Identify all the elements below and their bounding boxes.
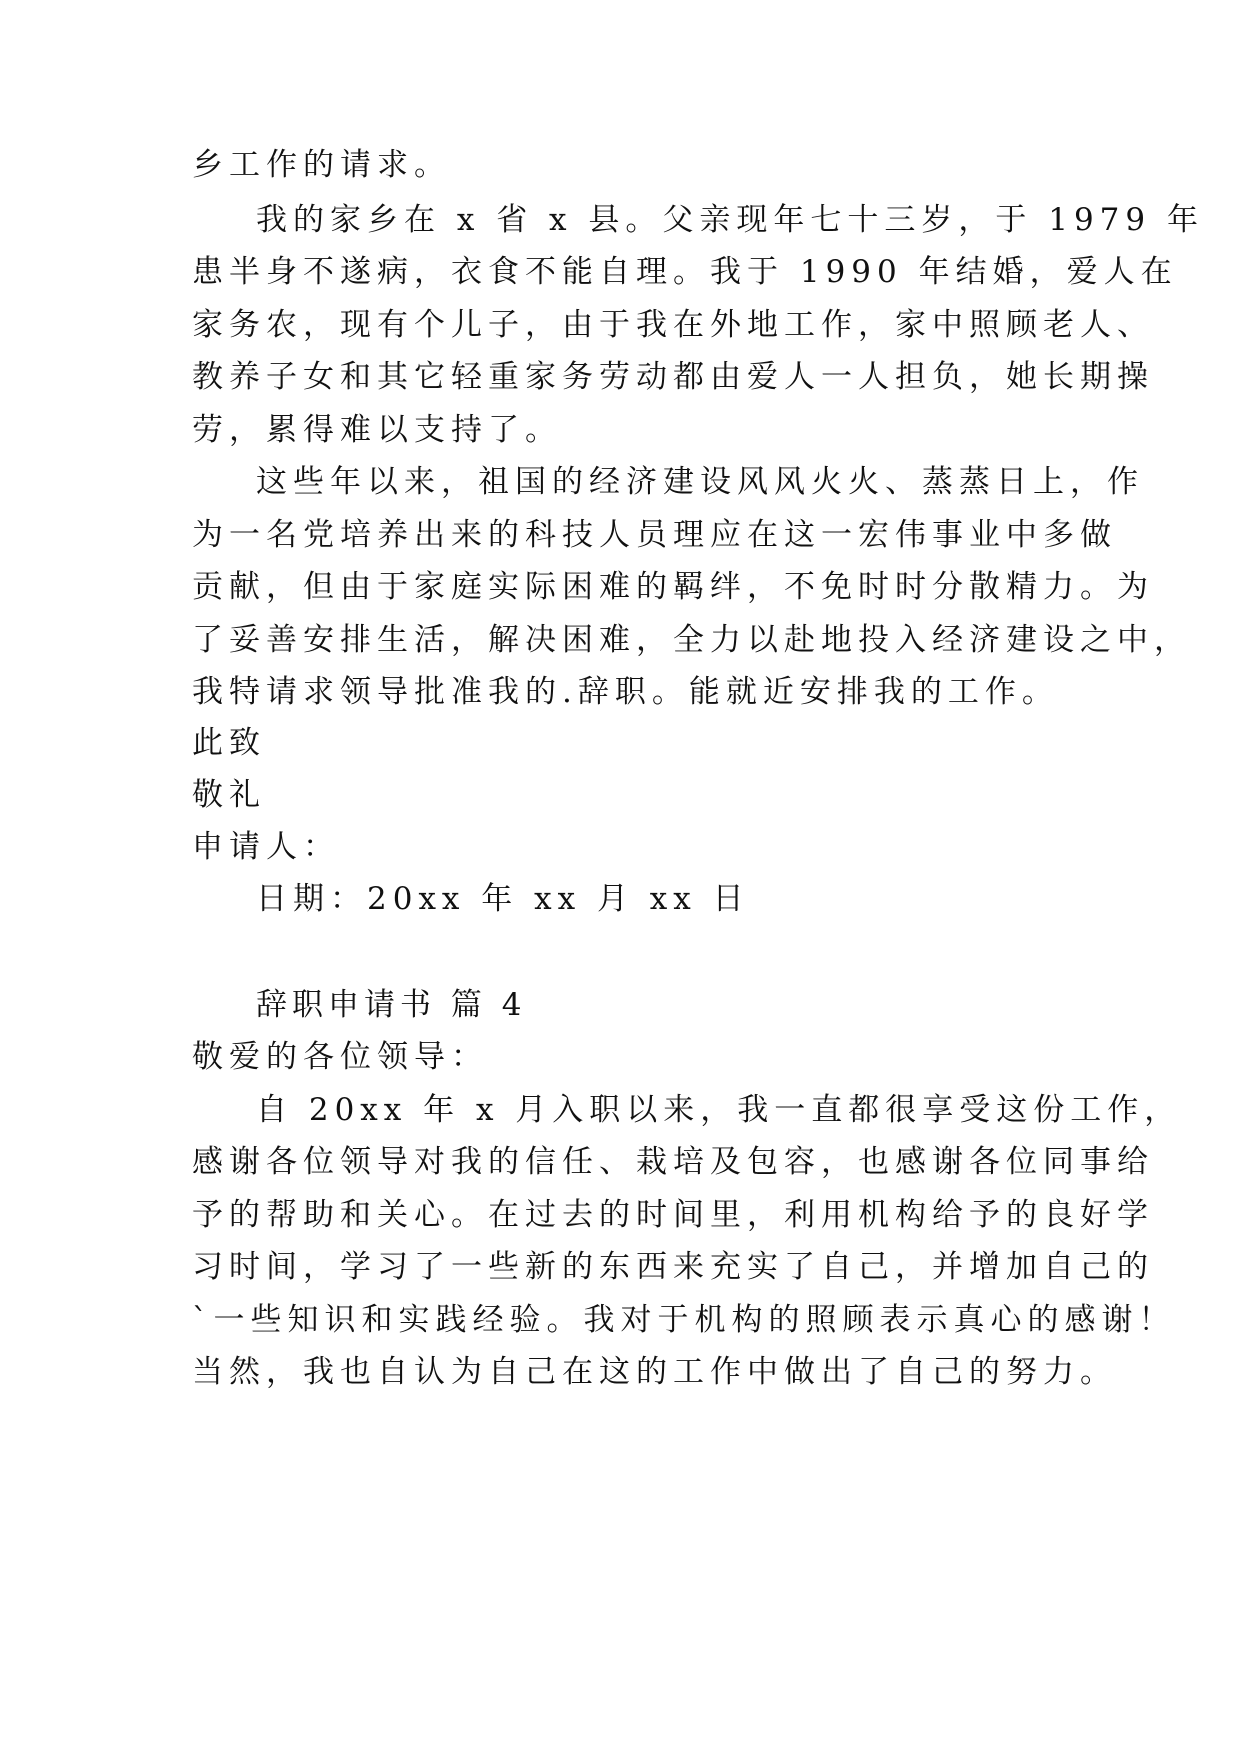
paragraph-gratitude-line-1: 自 20xx 年 x 月入职以来，我一直都很享受这份工作，: [256, 1092, 1182, 1128]
paragraph-reason-line-5: 我特请求领导批准我的.辞职。能就近安排我的工作。: [192, 674, 1059, 710]
paragraph-family-line-1: 我的家乡在 x 省 x 县。父亲现年七十三岁，于 1979 年: [256, 202, 1204, 238]
paragraph-reason-line-2: 为一名党培养出来的科技人员理应在这一宏伟事业中多做: [192, 517, 1117, 553]
date-line: 日期：20xx 年 xx 月 xx 日: [256, 881, 750, 917]
paragraph-family-line-5: 劳，累得难以支持了。: [192, 412, 562, 448]
salutation: 敬爱的各位领导：: [192, 1039, 488, 1075]
paragraph-family-line-4: 教养子女和其它轻重家务劳动都由爱人一人担负，她长期操: [192, 359, 1154, 395]
paragraph-reason-line-4: 了妥善安排生活，解决困难，全力以赴地投入经济建设之中，: [192, 622, 1191, 658]
paragraph-reason-line-3: 贡献，但由于家庭实际困难的羁绊，不免时时分散精力。为: [192, 569, 1154, 605]
paragraph-family-line-2: 患半身不遂病，衣食不能自理。我于 1990 年结婚，爱人在: [192, 254, 1178, 290]
paragraph-family-line-3: 家务农，现有个儿子，由于我在外地工作，家中照顾老人、: [192, 307, 1154, 343]
section-title: 辞职申请书 篇 4: [256, 987, 527, 1023]
closing-greeting: 此致: [192, 725, 266, 761]
paragraph-gratitude-line-6: 当然，我也自认为自己在这的工作中做出了自己的努力。: [192, 1354, 1117, 1390]
paragraph-gratitude-line-5: `一些知识和实践经验。我对于机构的照顾表示真心的感谢！: [192, 1302, 1176, 1338]
paragraph-continuation-line: 乡工作的请求。: [192, 147, 451, 183]
paragraph-gratitude-line-4: 习时间，学习了一些新的东西来充实了自己，并增加自己的: [192, 1249, 1154, 1285]
closing-salute: 敬礼: [192, 777, 266, 813]
paragraph-gratitude-line-2: 感谢各位领导对我的信任、栽培及包容，也感谢各位同事给: [192, 1144, 1154, 1180]
applicant-label: 申请人：: [192, 829, 340, 865]
paragraph-gratitude-line-3: 予的帮助和关心。在过去的时间里，利用机构给予的良好学: [192, 1197, 1154, 1233]
paragraph-reason-line-1: 这些年以来，祖国的经济建设风风火火、蒸蒸日上，作: [256, 464, 1144, 500]
